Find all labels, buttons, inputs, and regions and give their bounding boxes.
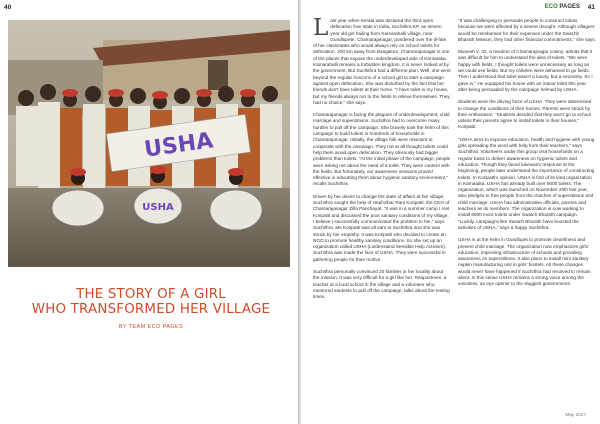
banner-text: USHA — [142, 128, 215, 163]
paragraph: USHA is at the helm in Gundlupet to promote cleanliness and prevent child marriage. The organization now emphasizes girls' education, improving infrastructure of schools and providing awareness on superstitions. It also plans to install mini sanitary napkin manufacturing unit in girls' hostels. All these changes would never have happened if Suchithra had resolved to remain silent. In this sense USHA remains a strong voice among the voiceless, an eye opener to the sluggish governments. — [458, 237, 591, 287]
paragraph: Chamarajanagar is facing the plagues of underdevelopment, child marriage and superstitions. Suchithra had to overcome many hurdles to pull off the campaign. She bravely took the helm of this campaign to build toilets in hundreds of households in Chamarajanagar. Initially, the village folk were reluctant to cooperate with the campaign. They not at all thought toilets could help them avoid open defecation. They obviously had bigger problems than toilets. "At the initial phase of the campaign, people were asking me about the need of a toilet. They were content with the fields. But fortunately, our awareness sessions proved effective in educating them about hygienic sanitary environment," recalls Suchithra. — [313, 112, 451, 187]
page-number-left: 40 — [4, 4, 12, 11]
paragraph: Last year when Kerala was declared the third open defecation free state in India, Suchithra KP, an eleven year old girl hailing from Kamarahalli village, near Gundlupete, Chamarajanagar, pondered over the ill-fate of her classmates who would always rely on school toilets for defecation. 200 km away from Bangalore, Chamarajanagar is one of the places that expose the underdeveloped side of Karnataka. Kamarahalli remains a forbidden kingdom. It is never looked at by the government. But Suchithra had a different plan. Well, she went beyond the regular horizons of a school girl to start a campaign against open defecation. She was disturbed by the fact that her friends don't have toilets at their home. "I have toilet in my house, but my friends always run to the fields to relieve themselves. They had no choice," she says. — [313, 15, 451, 105]
drop-cap: L — [313, 15, 329, 41]
title-line-1: THE STORY OF A GIRL — [76, 287, 226, 302]
article-title — [10, 287, 292, 317]
paragraph: Munesh V, 32, a resident of Chamarajnagar colony, admits that it was difficult for him to understand the idea of toilets. "We were happy with fields. I thought toilets were unnecessary as long as we could use fields. But my children were ashamed to go fields. Then I understood that toilet wasn't a luxury, but a necessity. So I gave in," He equipped his house with an indoor toilet this year after being persuaded by the campaign helmed by USHA. — [458, 49, 593, 92]
paragraph: Suchithra personally convinced 20 families in her locality about the mission. It was very difficult for a girl like her. Reapostrees, a teacher at a local school in the village and a volunteer who mentored students to pull off the campaign, talks about the testing times. — [313, 268, 450, 300]
paragraph: "It was challenging to persuade people to construct toilets because we were affected by a severe drought. Although villagers would be reimbursed for their expenses under the Swachh Bharath Mission, they had other financial commitments," she says. — [458, 18, 596, 42]
title-line-2: WHO TRANSFORMED HER VILLAGE — [31, 302, 271, 317]
left-page — [0, 0, 298, 424]
article-byline: BY TEAM ECO PAGES — [118, 324, 184, 330]
paragraph: Driven by her desire to change the state of affairs at her village, Suchithra sought the help of Hephzibar Rani Koripatti, the CEO of Chamarajanagar Zilla Panchayat. "It was in a summer camp I met Koripatti and discussed the poor sanitary conditions of my village. I believe I successfully communicated the problem to her," says Suchithra. Ms Koripatti was all ears to Suchithra and she was struck by her empathy. It was Koripatti who decided to create an NGO to promote healthy sanitary conditions. So she set up an organization called USHA (Lindenstand Sensible Help Activism). Suchithra was made the face of USHA. They were successful in gathering people for their motive. — [313, 193, 450, 262]
paragraph: "USHA aims to improve education, health and hygiene with young girls spreading the word with help from their teachers," says Suchithra. Volunteers under this group visit households on a regular basis to deliver awareness on hygienic toilets and education. Though they faced lukewarm response at the beginning, people later understand the importance of constructing toilets. In Koripatti's opinion, USHA is first of its kind organization in Karnataka. USHA has already built over 9000 toilets. The organization, which was launched on November 25th last year, also pledges to free people from the clutches of superstitions and child marriage. USHA has administrative officials, parents and teachers as its members. The organization is now working to install 9000 more toilets under Swatch Bharath campaign. "Luckily, campaigns like Swatch Bharath have boosted the activities of USHA," says a happy Suchithra. — [458, 136, 595, 230]
villagers-photo-illustration — [8, 20, 290, 267]
article-column-1 — [313, 15, 451, 306]
brand-logo: ECO PAGES — [544, 4, 580, 10]
article-column-2 — [458, 18, 596, 294]
issue-date: May 2017 — [565, 412, 586, 417]
paragraph: Students were the driving force of USHA. They were determined to change the conditions of their homes. Parents were struck by their enthusiasm. "Students decided that they won't go to school unless their parents agree to install toilets in their houses," Koripatti. — [458, 99, 592, 130]
drum-text: USHA — [142, 202, 174, 213]
article-photo — [8, 20, 290, 267]
page-number-right: 41 — [587, 4, 595, 11]
